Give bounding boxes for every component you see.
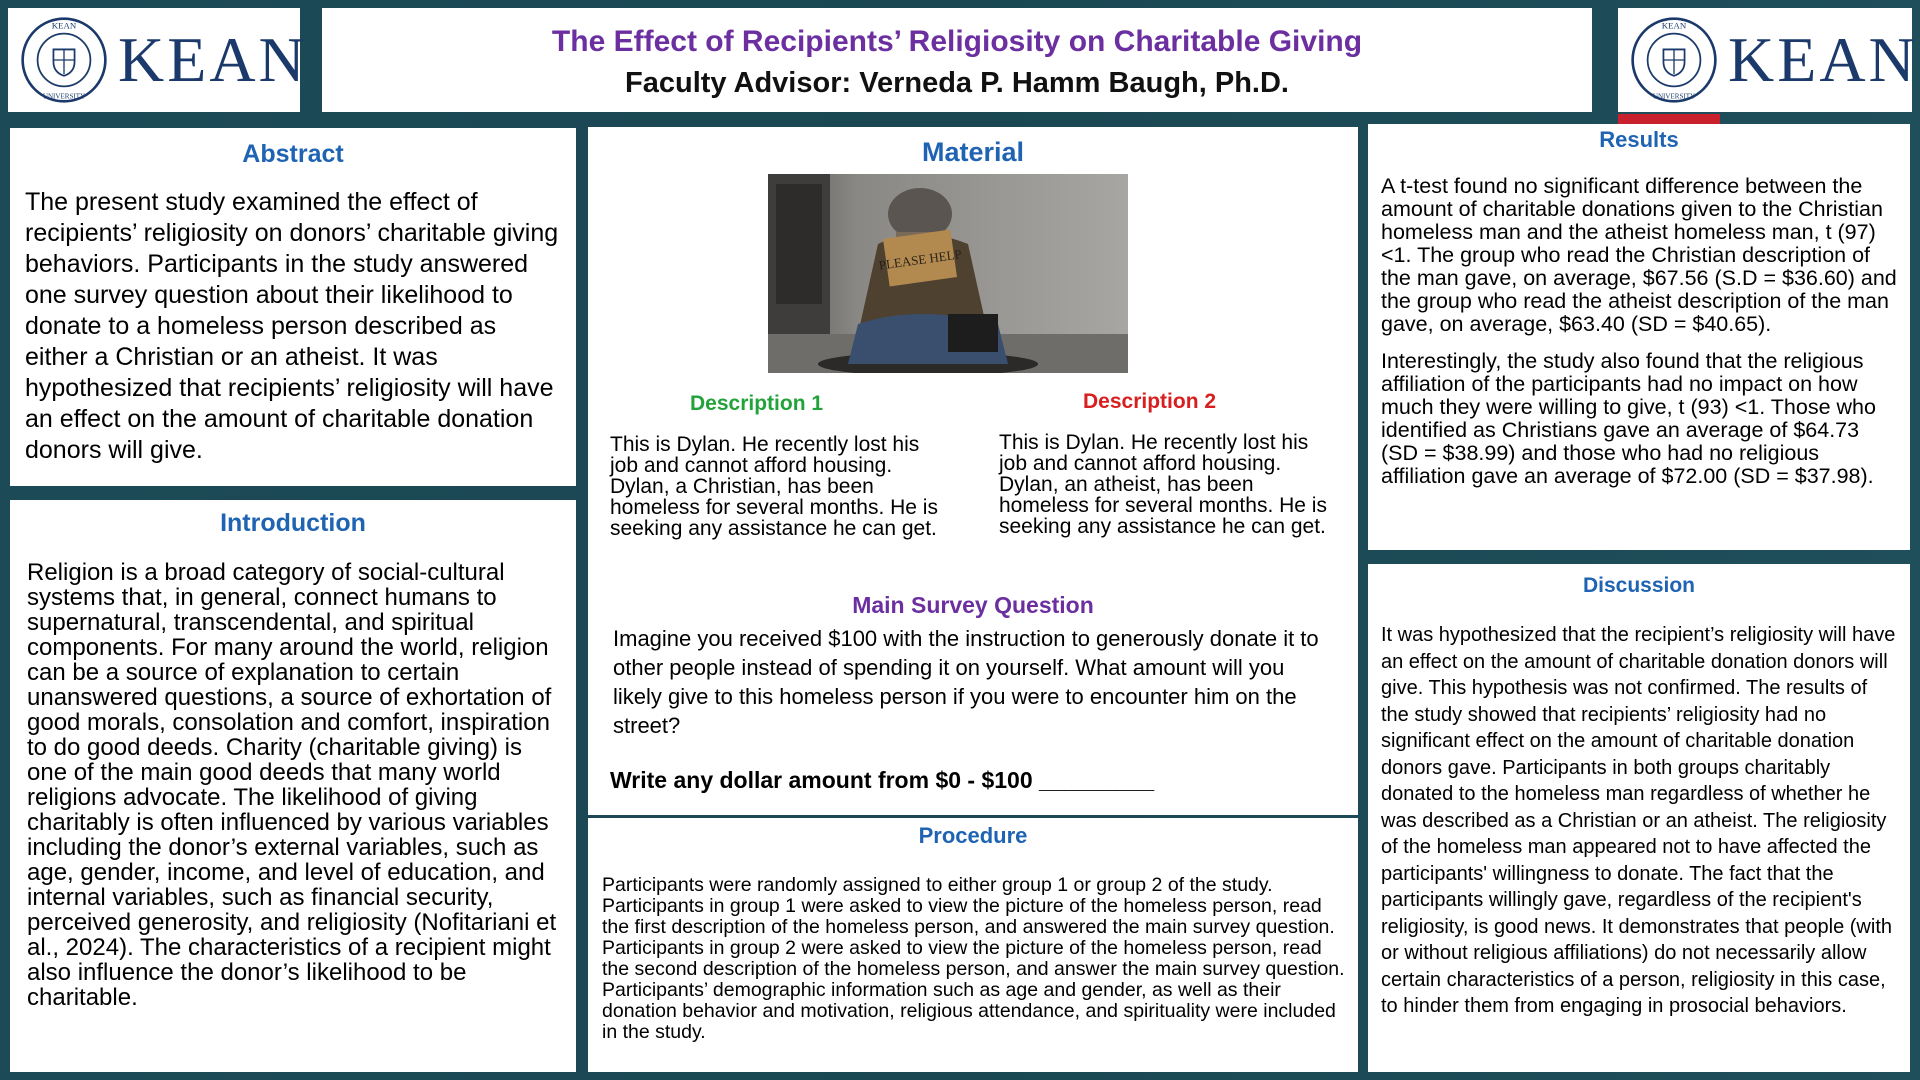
procedure-section [588, 818, 1358, 1072]
procedure-text: Participants were randomly assigned to either group 1 or group 2 of the study. Participants in group 1 were asked to view the picture of the homeless person, read the first description of the homeless person, and answered the main survey question. Participants in group 2 were asked to view the picture of the homeless person, read the second description of the homeless person, and answer the main survey question. Participants’ demographic information such as age and gender, as well as their donation behavior and motivation, religious attendance, and spirituality were included in the study. [602, 874, 1345, 1043]
university-seal-icon [20, 16, 108, 104]
svg-text:KEAN: KEAN [51, 20, 77, 31]
abstract-text: The present study examined the effect of recipients’ religiosity on donors’ charitable giving behaviors. Participants in the study answered one survey question about their likelihood to donate to a homeless person described as either a Christian or an atheist. It was hypothesized that recipients’ religiosity will have an effect on the amount of charitable donation donors will give. [25, 188, 559, 464]
svg-text:PLEASE HELP: PLEASE HELP [877, 246, 963, 273]
discussion-section [1368, 564, 1910, 1072]
discussion-heading: Discussion [1582, 574, 1696, 597]
results-paragraph-1: A t-test found no significant difference between the amount of charitable donations given to the Christian homeless man and the atheist homeless man, t (97) <1. The group who read the Christian description of the man gave, on average, $67.56 (S.D = $36.60) and the group who read the atheist description of the man gave, on average, $63.40 (SD = $40.65). [1381, 174, 1897, 336]
main-survey-question-title: Main Survey Question [852, 592, 1094, 618]
material-heading: Material [921, 137, 1025, 167]
svg-text:UNIVERSITY: UNIVERSITY [1652, 92, 1696, 101]
poster-header [322, 8, 1592, 112]
main-survey-question-text: Imagine you received $100 with the instruction to generously donate it to other people instead of spending it on yourself. What amount will you likely give to this homeless person if you were to encounter him on the street? [613, 626, 1319, 738]
poster-title: The Effect of Recipients’ Religiosity on Charitable Giving [551, 25, 1363, 58]
logo-wordmark: KEAN [1728, 24, 1918, 95]
logo-accent-strip [1618, 114, 1720, 124]
results-paragraph-2: Interestingly, the study also found that the religious affiliation of the participants had no impact on how much they were willing to give, t (93) <1. Those who identified as Christians gave an average of $64.73 (SD = $38.99) and those who had no religious affiliation gave an average of $72.00 (SD = $37.98). [1381, 349, 1876, 488]
svg-text:KEAN: KEAN [1661, 20, 1687, 31]
description-2-title: Description 2 [1083, 390, 1217, 413]
results-text [1381, 175, 1902, 488]
description-1-title: Description 1 [690, 392, 824, 415]
material-section [588, 127, 1358, 815]
university-seal-icon [1630, 16, 1718, 104]
procedure-heading: Procedure [918, 823, 1028, 848]
introduction-section [10, 500, 576, 1072]
introduction-heading: Introduction [220, 509, 366, 537]
kean-logo-right [1618, 8, 1918, 112]
abstract-heading: Abstract [242, 140, 344, 168]
introduction-text: Religion is a broad category of social-cultural systems that, in general, connect humans to supernatural, transcendental, and spiritual components. For many around the world, religion can be a source of explanation to certain unanswered questions, a source of exhortation of good morals, consolation and comfort, inspiration to do good deeds. Charity (charitable giving) is one of the main good deeds that many world religions advocate. The likelihood of giving charitably is often influenced by various variables including the donor’s external variables, such as age, gender, income, and level of education, and internal variables, such as financial security, perceived generosity, and religiosity (Nofitariani et al., 2024). The characteristics of a recipient might also influence the donor’s likelihood to be charitable. [27, 559, 557, 1011]
survey-answer-prompt: Write any dollar amount from $0 - $100 _________ [610, 767, 1155, 793]
results-heading: Results [1599, 127, 1679, 152]
svg-text:UNIVERSITY: UNIVERSITY [42, 92, 86, 101]
description-2-text: This is Dylan. He recently lost his job and cannot afford housing. Dylan, an atheist, has been homeless for several months. He is seeking any assistance he can get. [999, 431, 1327, 538]
results-section [1368, 124, 1910, 550]
abstract-section [10, 128, 576, 486]
description-1-text: This is Dylan. He recently lost his job and cannot afford housing. Dylan, a Christian, has been homeless for several months. He is seeking any assistance he can get. [610, 433, 938, 540]
discussion-text: It was hypothesized that the recipient’s religiosity will have an effect on the amount of charitable donation donors will give. This hypothesis was not confirmed. The results of the study showed that recipients’ religiosity had no significant effect on the amount of charitable donation donors gave. Participants in both groups charitably donated to the homeless man regardless of whether he was described as a Christian or an atheist. The religiosity of the homeless man appeared not to have affected the participants' willingness to donate. The fact that the participants willingly gave, regardless of the recipient's religiosity, is good news. It demonstrates that people (with or without religious affiliations) do not necessarily allow certain characteristics of a person, religiosity in this case, to hinder them from engaging in prosocial behaviors. [1381, 624, 1896, 1017]
logo-wordmark: KEAN [118, 24, 308, 95]
homeless-person-photo [768, 174, 1128, 373]
faculty-advisor: Faculty Advisor: Verneda P. Hamm Baugh, Ph.D. [625, 67, 1289, 99]
kean-logo-left [8, 8, 308, 112]
